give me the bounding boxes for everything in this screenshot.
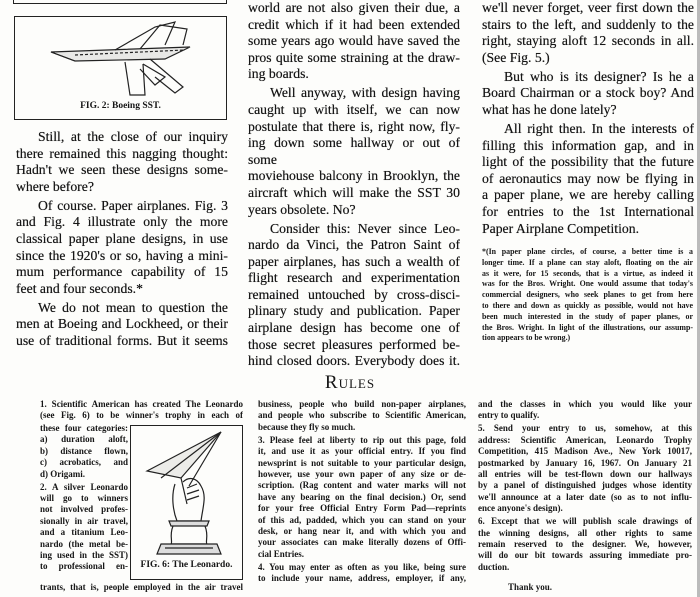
text-line: address: Scientific American, Leonardo Trophy: [478, 434, 692, 445]
paragraph: [16, 129, 228, 195]
text-line: hind closed doors. Everybody does it.: [248, 353, 460, 369]
text-line: airplane design has become one of: [248, 320, 460, 336]
text-line: and Fig. 4 illustrate only the more: [16, 214, 228, 230]
text-line: *(In paper plane circles, of course, a better time is a: [482, 247, 693, 256]
text-line: 4. You may enter as often as you like, being sure: [258, 561, 466, 572]
text-line: all entries will be test-flown down our hallways: [478, 469, 692, 480]
text-line: will do our bit towards assuring immediate pro-: [478, 550, 692, 561]
paragraph: [478, 423, 692, 514]
text-line: and people who subscribe to Scientific American,: [258, 410, 466, 421]
paragraph: [40, 482, 128, 573]
text-line: mum performance capability of 15: [16, 264, 228, 280]
text-line: entry to qualify.: [478, 410, 540, 421]
text-line: desk, or hang near it, and with which you and: [258, 526, 466, 537]
text-line: right, staying aloft 12 seconds in all.: [482, 33, 694, 49]
text-line: caught up with itself, we can now: [248, 101, 460, 117]
text-line: scription. (Rag content and water marks will not: [258, 480, 466, 491]
text-line: ing boards.: [248, 66, 309, 82]
text-line: men at Boeing and Lockheed, or their: [16, 316, 228, 332]
rules-column-1-top: [40, 399, 243, 423]
text-line: classical paper plane designs, in use: [16, 230, 228, 246]
text-line: been much interested in the study of paper planes, or: [482, 311, 693, 321]
text-line: (See Fig. 5.): [482, 49, 550, 65]
text-line: feet and four seconds.*: [16, 280, 143, 296]
text-line: those secret pleasures performed be-: [248, 336, 460, 352]
text-line: Competition, 415 Madison Ave., New York 10017,: [478, 446, 692, 457]
text-line: and the classes in which you would like your: [478, 399, 692, 409]
text-line: it, and use it as your official entry. If you find: [258, 446, 466, 457]
text-line: aircraft which will make the SST 30: [248, 184, 460, 200]
text-line: Consider this: Never since Leo-: [270, 220, 460, 236]
paragraph: [258, 399, 466, 433]
article-column-3: [482, 0, 694, 239]
text-line: and a titanium Leo-: [40, 527, 128, 538]
text-line: longer time. If a plane can stay aloft, floating on the air: [482, 257, 693, 267]
paragraph: [482, 69, 694, 119]
text-line: however, use your own paper of any size or de-: [258, 469, 466, 480]
paragraph: [482, 0, 694, 66]
text-line: Well anyway, with design having: [270, 85, 460, 101]
text-line: 6. Except that we will publish scale drawings of: [478, 516, 692, 527]
paragraph: [40, 423, 128, 480]
text-line: d) Origami.: [40, 468, 85, 479]
text-line: some years ago would have saved the: [248, 33, 460, 49]
text-line: remain reserved to the designer. We, however,: [478, 539, 692, 550]
text-line: world are not also given their due, a: [248, 0, 460, 15]
text-line: sionally in air travel,: [40, 515, 128, 526]
text-line: by a panel of distinguished judges whose identity: [478, 480, 692, 491]
paragraph: [258, 435, 466, 560]
text-line: will go to winners: [40, 493, 128, 504]
text-line: not involved profes-: [40, 504, 128, 515]
text-line: there remained this nagging thought:: [16, 145, 228, 161]
text-line: 1. Scientific American has created The Leonardo: [40, 399, 243, 409]
text-line: All right then. In the interests of: [504, 120, 694, 136]
text-line: We do not mean to question the: [38, 299, 228, 315]
text-line: ing down some hallway or out of some: [248, 135, 460, 167]
text-line: duction.: [478, 561, 510, 572]
rules-column-1-beside-figure: [40, 423, 128, 574]
paragraph: [248, 221, 460, 370]
text-line: where before?: [16, 178, 94, 194]
text-line: postulate that there is, right now, fly-: [248, 118, 460, 134]
text-line: for entries to the 1st International: [482, 203, 694, 219]
text-line: to there and down as quickly as possible, would not have: [482, 300, 693, 310]
footnote: [482, 247, 693, 347]
text-line: tion appears to be wrong.): [482, 333, 571, 343]
text-line: a paper plane, we are hereby calling: [482, 187, 694, 203]
article-column-2: [248, 0, 460, 372]
text-line: of aeronautics may now be flying in: [482, 170, 694, 186]
rules-column-1-bottom: [40, 582, 243, 595]
previous-figure-frame: [13, 0, 227, 4]
text-line: because they fly so much.: [258, 421, 356, 432]
leonardo-trophy-illustration: [131, 426, 242, 556]
text-line: paper airplanes, has such a wealth of: [248, 253, 460, 269]
text-line: flight research and experimentation: [248, 270, 460, 286]
text-line: for your free Official Entry Form Pad—reprints: [258, 503, 466, 514]
text-line: b) distance flown,: [40, 445, 128, 456]
text-line: But who is its designer? Is he a: [504, 68, 694, 84]
paragraph: [16, 198, 228, 298]
rules-heading: Rules: [324, 372, 376, 393]
text-line: we'll never forget, veer first down the: [482, 0, 694, 15]
text-line: as it were, for 15 seconds, that is a virtue, as indeed it: [482, 268, 693, 278]
text-line: use of traditional forms. But it seems: [16, 332, 228, 348]
text-line: a) duration aloft,: [40, 434, 128, 445]
text-line: nardo da Vinci, the Patron Saint of: [248, 237, 460, 253]
figure-6-leonardo-trophy: [130, 425, 243, 580]
paragraph: [16, 300, 228, 350]
text-line: years obsolete. No?: [248, 201, 356, 217]
text-line: commercial designers, who seek planes to get from here: [482, 290, 693, 300]
rules-column-2: [258, 399, 466, 586]
paragraph: [40, 582, 243, 593]
figure-6-caption: FIG. 6: The Leonardo.: [140, 560, 233, 570]
text-line: ence anyone's design).: [478, 503, 563, 514]
text-line: stairs to the left, and suddenly to the: [482, 16, 694, 32]
paragraph: [248, 85, 460, 218]
text-line: Board Chairman or a stock boy? And: [482, 85, 694, 101]
text-line: your associates can make literally dozens of Offi-: [258, 537, 466, 548]
text-line: moviehouse balcony in Brooklyn, the: [248, 168, 460, 184]
paragraph: [258, 562, 466, 585]
text-line: the winning designs, all other rights to same: [478, 527, 692, 538]
text-line: the Bros. Wright. In light of the illustrations, our assump-: [482, 322, 693, 332]
text-line: c) acrobatics, and: [40, 457, 128, 468]
text-line: 3. Please feel at liberty to rip out this page, fold: [258, 434, 466, 445]
text-line: Paper Airplane Competition.: [482, 220, 639, 236]
text-line: business, people who build non-paper airplanes,: [258, 399, 466, 409]
text-line: nardo (the metal be-: [40, 538, 128, 549]
text-line: 2. A silver Leonardo: [40, 481, 128, 492]
text-line: was for the Bros. Wright. One would assume that today's: [482, 279, 693, 289]
text-line: newsprint is not suitable to your particular design,: [258, 457, 466, 468]
figure-2-boeing-sst: [14, 16, 227, 120]
paragraph: [482, 247, 693, 344]
paragraph: [482, 121, 694, 237]
paragraph: [248, 0, 460, 83]
text-line: have any bearing on the final decision.) Or, send: [258, 491, 466, 502]
text-line: plinary study and publication. Paper: [248, 303, 460, 319]
text-line: trants, that is, people employed in the air travel: [40, 582, 243, 592]
text-line: filling this information gap, and in: [482, 137, 694, 153]
rules-column-3: [478, 399, 692, 575]
text-line: Hadn't we seen these designs some-: [16, 162, 228, 178]
text-line: remained untouched by cross-disci-: [248, 286, 460, 302]
text-line: to professional en-: [40, 561, 128, 572]
text-line: credit which if it had been extended: [248, 16, 460, 32]
paragraph: [40, 399, 243, 422]
paragraph: [478, 399, 692, 422]
text-line: pros quite some straining at the draw-: [248, 49, 460, 65]
text-line: Of course. Paper airplanes. Fig. 3: [38, 197, 228, 213]
text-line: cial Entries.: [258, 548, 304, 559]
text-line: these four categories:: [40, 423, 128, 433]
text-line: we'll announce at a later date (so as to not influ-: [478, 491, 692, 502]
text-line: Still, at the close of our inquiry: [38, 129, 228, 144]
sst-paper-plane-illustration: [15, 17, 226, 105]
text-line: (see Fig. 6) to be winner's trophy in each of: [40, 410, 243, 421]
text-line: postmarked by January 16, 1967. On January 21: [478, 457, 692, 468]
figure-2-caption: FIG. 2: Boeing SST.: [80, 101, 161, 111]
text-line: what has he done lately?: [482, 101, 617, 117]
thank-you-signoff: Thank you.: [508, 582, 553, 592]
text-line: 5. Send your entry to us, somehow, at this: [478, 423, 692, 434]
article-column-1: [16, 129, 228, 352]
text-line: ing used in the SST): [40, 550, 128, 561]
text-line: of this ad, padded, which you can stand on your: [258, 514, 466, 525]
text-line: to include your name, address, employer, if any,: [258, 573, 466, 584]
text-line: light of the possibility that the future: [482, 154, 694, 170]
paragraph: [478, 516, 692, 573]
text-line: since the 1920's or so, having a mini-: [16, 247, 228, 263]
